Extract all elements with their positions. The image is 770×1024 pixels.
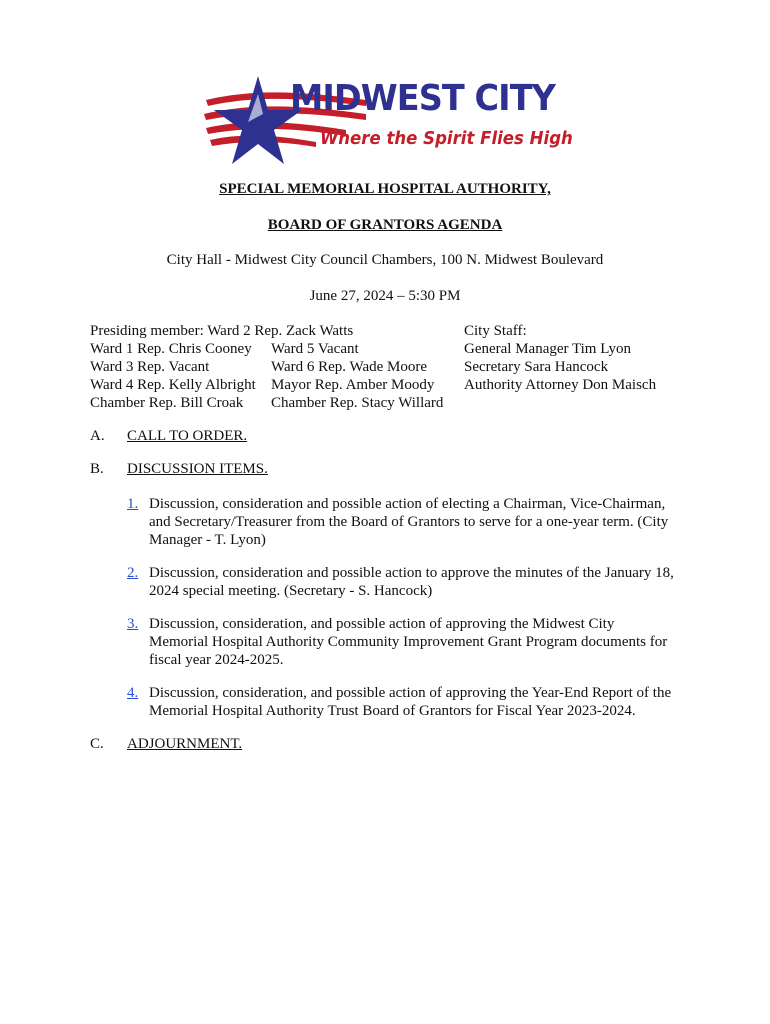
agenda-item-text — [149, 615, 689, 669]
section-letter: B. — [90, 461, 104, 477]
text-line: Discussion, consideration, and possible action of approving the Year-End Report of the — [149, 685, 672, 701]
section-letter: A. — [90, 428, 105, 444]
member-entry: Ward 3 Rep. Vacant — [90, 359, 210, 375]
section-heading: ADJOURNMENT. — [127, 736, 243, 752]
agenda-item-link[interactable]: 3. — [127, 616, 139, 632]
presiding-member: Presiding member: Ward 2 Rep. Zack Watts — [90, 323, 354, 339]
text-line: 2024 special meeting. (Secretary - S. Hancock) — [149, 583, 433, 599]
agenda-item-text — [149, 495, 689, 549]
text-line: Memorial Hospital Authority Community Improvement Grant Program documents for — [149, 634, 668, 650]
midwest-city-logo — [196, 70, 586, 170]
agenda-title-line2: BOARD OF GRANTORS AGENDA — [267, 217, 503, 233]
agenda-item-text — [149, 564, 689, 600]
text-line: fiscal year 2024-2025. — [149, 652, 284, 668]
member-entry: Chamber Rep. Stacy Willard — [271, 395, 444, 411]
members-column-2 — [271, 340, 443, 412]
meeting-datetime: June 27, 2024 – 5:30 PM — [309, 288, 461, 304]
staff-entry: Secretary Sara Hancock — [464, 359, 609, 375]
agenda-item-link[interactable]: 1. — [127, 496, 139, 512]
text-line: and Secretary/Treasurer from the Board of Grantors to serve for a one-year term. (City — [149, 514, 669, 530]
member-entry: Mayor Rep. Amber Moody — [271, 377, 435, 393]
meeting-location: City Hall - Midwest City Council Chambers, 100 N. Midwest Boulevard — [166, 252, 604, 268]
staff-entry: General Manager Tim Lyon — [464, 341, 632, 357]
member-entry: Ward 4 Rep. Kelly Albright — [90, 377, 256, 393]
staff-entry: Authority Attorney Don Maisch — [464, 377, 657, 393]
text-line: Memorial Hospital Authority Trust Board of Grantors for Fiscal Year 2023-2024. — [149, 703, 636, 719]
staff-heading: City Staff: — [464, 323, 527, 339]
member-entry: Ward 5 Vacant — [271, 341, 359, 357]
agenda-item-link[interactable]: 2. — [127, 565, 139, 581]
text-line: Discussion, consideration and possible action to approve the minutes of the January 18, — [149, 565, 674, 581]
agenda-title-line1: SPECIAL MEMORIAL HOSPITAL AUTHORITY, — [219, 181, 551, 197]
text-line: Manager - T. Lyon) — [149, 532, 266, 548]
agenda-item-text — [149, 684, 689, 720]
section-letter: C. — [90, 736, 104, 752]
logo-title: MIDWEST CITY — [290, 78, 555, 119]
city-staff-column — [464, 322, 656, 394]
member-entry: Ward 1 Rep. Chris Cooney — [90, 341, 252, 357]
logo-tagline: Where the Spirit Flies High — [320, 128, 573, 149]
section-heading: DISCUSSION ITEMS. — [127, 461, 268, 477]
text-line: Discussion, consideration and possible action of electing a Chairman, Vice-Chairman, — [149, 496, 666, 512]
section-heading: CALL TO ORDER. — [127, 428, 248, 444]
text-line: Discussion, consideration, and possible action of approving the Midwest City — [149, 616, 615, 632]
member-entry: Ward 6 Rep. Wade Moore — [271, 359, 428, 375]
agenda-item-link[interactable]: 4. — [127, 685, 139, 701]
member-entry: Chamber Rep. Bill Croak — [90, 395, 244, 411]
